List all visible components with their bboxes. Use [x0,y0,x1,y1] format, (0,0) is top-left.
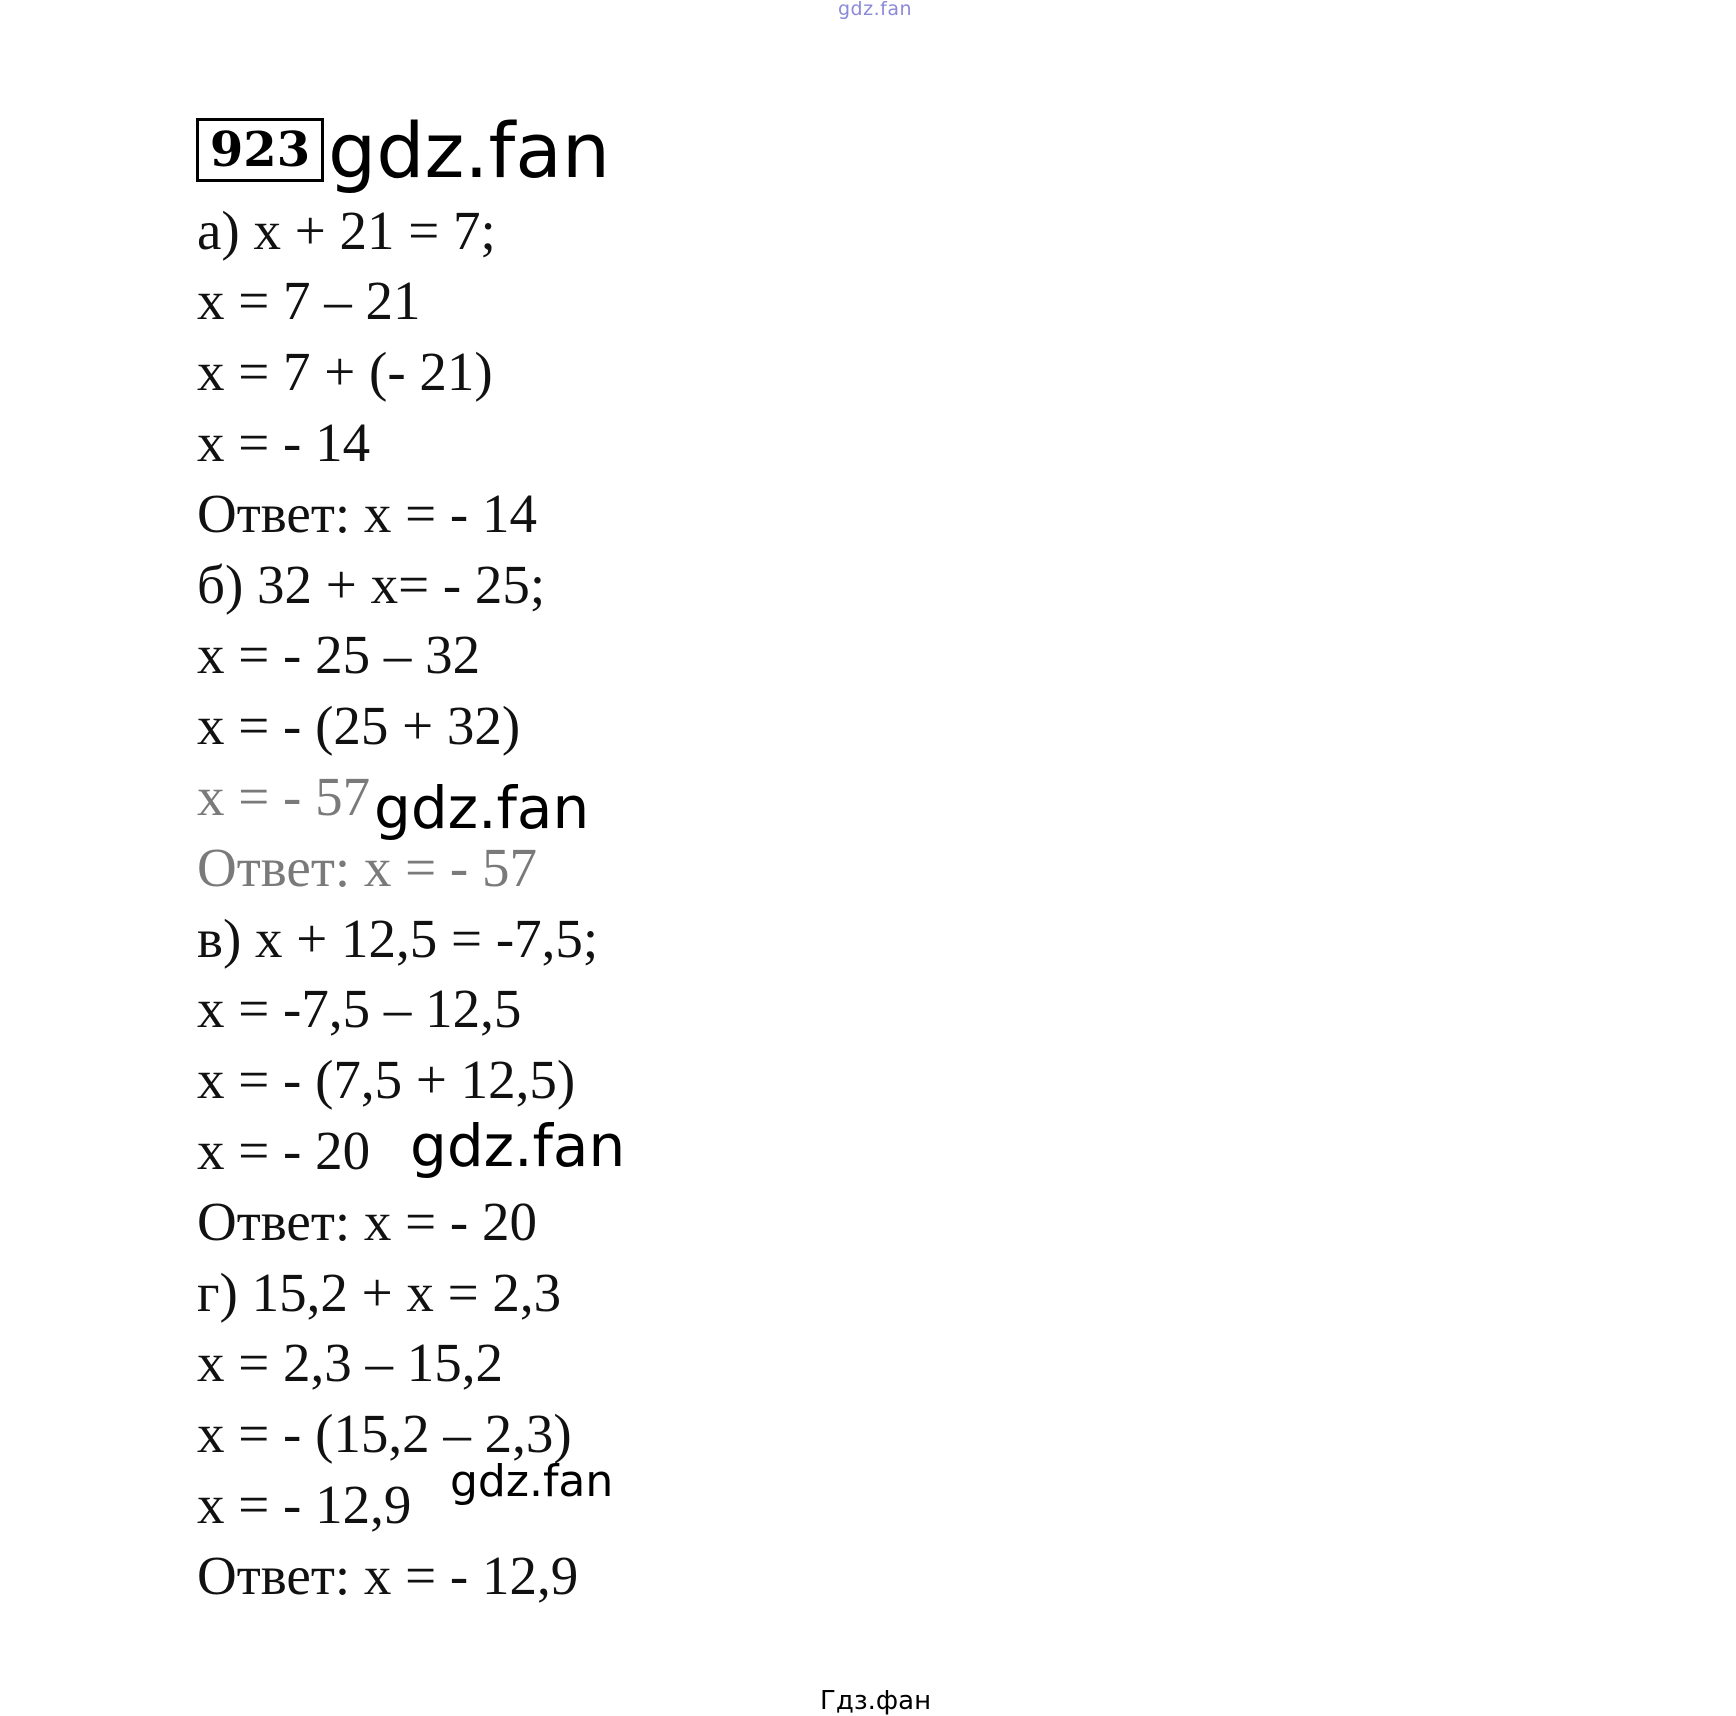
header-watermark: gdz.fan [328,106,611,195]
solution-line-b-equation: б) 32 + x= - 25; [197,554,546,615]
footer-watermark: Гдз.фан [820,1686,932,1716]
answer-line-a: Ответ: x = - 14 [197,483,537,544]
solution-line: x = - 14 [197,412,371,473]
solution-line: x = - 57 [197,766,371,827]
solution-line: x = -7,5 – 12,5 [197,978,522,1039]
inline-watermark: gdz.fan [374,774,590,842]
solution-line: x = - 20 [197,1120,371,1181]
inline-watermark: gdz.fan [450,1456,614,1507]
answer-line-g: Ответ: x = - 12,9 [197,1545,579,1606]
solution-line: x = 7 + (- 21) [197,341,493,402]
solution-line: x = 2,3 – 15,2 [197,1332,504,1393]
solution-line-v-equation: в) x + 12,5 = -7,5; [197,908,599,969]
solution-line: x = - 12,9 [197,1474,412,1535]
solution-line: x = 7 – 21 [197,270,421,331]
solution-line: x = - 25 – 32 [197,624,481,685]
top-watermark: gdz.fan [838,0,913,20]
answer-line-v: Ответ: x = - 20 [197,1191,537,1252]
inline-watermark: gdz.fan [410,1112,626,1180]
solution-line: x = - (7,5 + 12,5) [197,1049,576,1110]
solution-line: x = - (15,2 – 2,3) [197,1403,572,1464]
answer-line-b: Ответ: x = - 57 [197,837,537,898]
problem-number-box: 923 [196,118,324,182]
solution-line: x = - (25 + 32) [197,695,521,756]
solution-line-a-equation: а) x + 21 = 7; [197,200,496,261]
solution-line-g-equation: г) 15,2 + x = 2,3 [197,1262,562,1323]
